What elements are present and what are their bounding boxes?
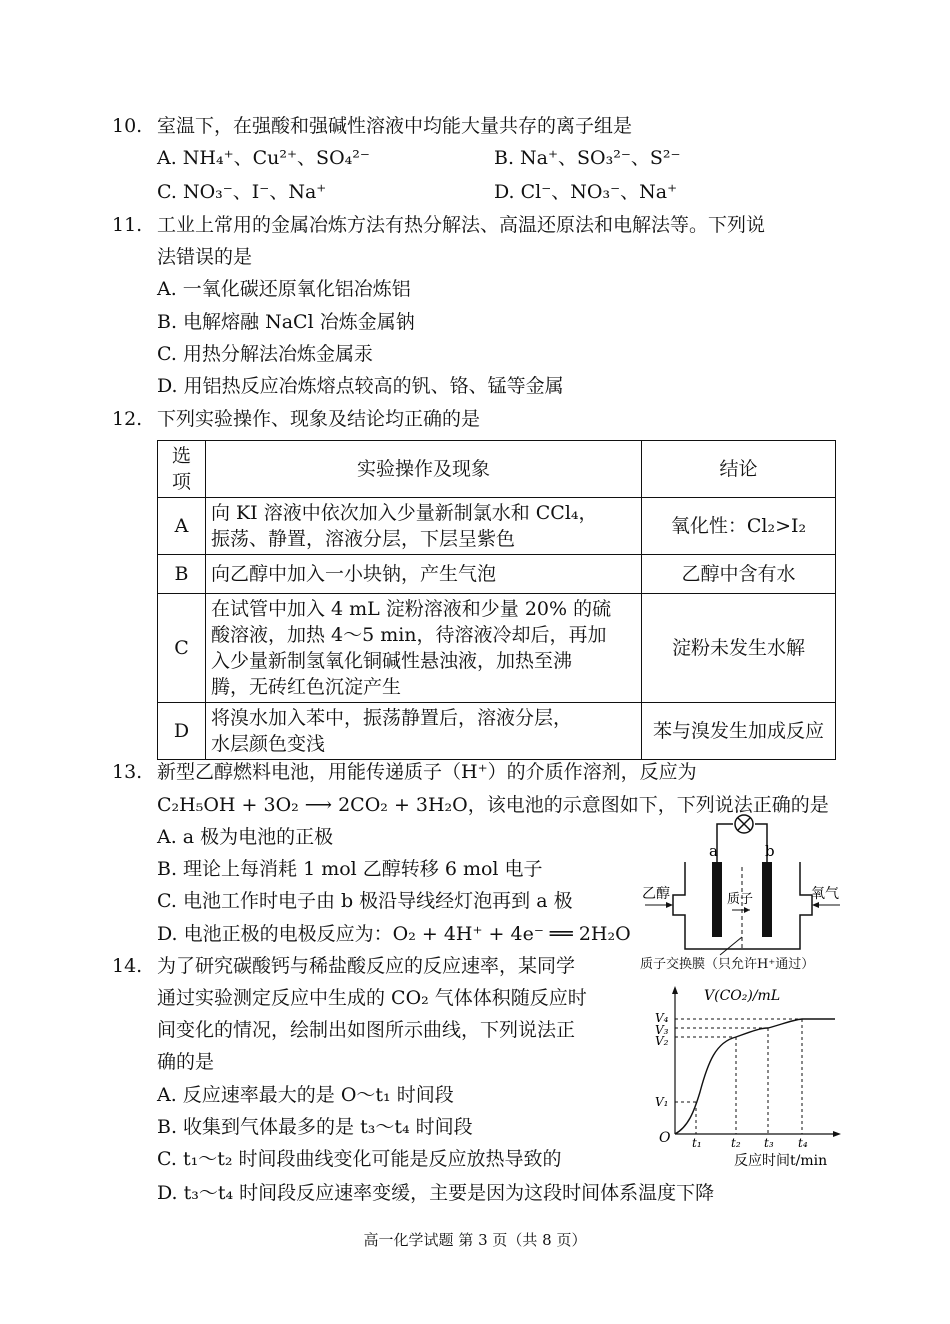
y-tick-v2: V₂ <box>655 1034 669 1048</box>
co2-volume-graph <box>650 982 845 1172</box>
table-row <box>158 594 836 703</box>
q13-option-b: B. 理论上每消耗 1 mol 乙醇转移 6 mol 电子 <box>157 858 543 880</box>
y-axis-arrow-icon <box>672 986 678 994</box>
arrow-in-right-icon <box>812 902 819 908</box>
row-operation <box>205 555 641 594</box>
operation-line: 入少量新制氢氧化铜碱性悬浊液，加热至沸 <box>210 650 572 672</box>
q11-option-d: D. 用铝热反应冶炼熔点较高的钒、铬、锰等金属 <box>157 375 564 397</box>
q14-number: 14. <box>112 955 143 977</box>
table-header-row <box>158 441 836 498</box>
x-axis-arrow-icon <box>833 1131 841 1137</box>
q11-stem-line1: 工业上常用的金属冶炼方法有热分解法、高温还原法和电解法等。下列说 <box>157 214 766 236</box>
header-option: 选项 <box>158 441 206 498</box>
operation-line: 振荡、静置，溶液分层，下层呈紫色 <box>210 528 515 550</box>
origin-label: O <box>659 1130 671 1146</box>
row-conclusion: 淀粉未发生水解 <box>642 594 836 703</box>
q14-stem-line: 为了研究碳酸钙与稀盐酸反应的反应速率，某同学 <box>157 955 576 977</box>
q14-option-d: D. t₃～t₄ 时间段反应速率变缓，主要是因为这段时间体系温度下降 <box>157 1182 715 1204</box>
electrode-b <box>762 862 772 937</box>
table-row <box>158 555 836 594</box>
volume-curve <box>675 1019 835 1134</box>
row-option: B <box>158 555 206 594</box>
table-row <box>158 498 836 555</box>
q14-option-b: B. 收集到气体最多的是 t₃～t₄ 时间段 <box>157 1116 473 1138</box>
q11-option-a: A. 一氧化碳还原氧化铝冶炼铝 <box>157 278 411 300</box>
row-option: C <box>158 594 206 703</box>
x-axis-label: 反应时间t/min <box>734 1153 828 1169</box>
label-a: a <box>709 842 718 860</box>
x-tick-t2: t₂ <box>731 1136 741 1150</box>
operation-line: 向 KI 溶液中依次加入少量新制氯水和 CCl₄， <box>210 502 598 524</box>
row-option: D <box>158 703 206 760</box>
q11-option-b: B. 电解熔融 NaCl 冶炼金属钠 <box>157 311 415 333</box>
q14-option-a: A. 反应速率最大的是 O～t₁ 时间段 <box>157 1084 454 1106</box>
q14-stem-line: 通过实验测定反应中生成的 CO₂ 气体体积随反应时 <box>157 987 587 1009</box>
q12-number: 12. <box>112 408 143 430</box>
header-operation: 实验操作及现象 <box>205 441 641 498</box>
y-tick-v1: V₁ <box>655 1095 669 1109</box>
q11-stem-line2: 法错误的是 <box>157 246 253 268</box>
operation-line: 水层颜色变浅 <box>210 733 325 755</box>
q13-stem-line2: C₂H₅OH + 3O₂ ⟶ 2CO₂ + 3H₂O，该电池的示意图如下，下列说法正确的是 <box>157 794 829 816</box>
row-conclusion: 氧化性：Cl₂>I₂ <box>642 498 836 555</box>
row-operation <box>205 594 641 703</box>
label-proton: 质子 <box>727 892 754 907</box>
label-oxygen: 氧气 <box>811 886 839 902</box>
page-footer: 高一化学试题 第 3 页（共 8 页） <box>363 1231 587 1249</box>
operation-line: 将溴水加入苯中，振荡静置后，溶液分层， <box>210 707 572 729</box>
operation-line: 向乙醇中加入一小块钠，产生气泡 <box>210 563 496 585</box>
y-tick-v4: V₄ <box>655 1011 669 1025</box>
q13-option-c: C. 电池工作时电子由 b 极沿导线经灯泡再到 a 极 <box>157 890 573 912</box>
q13-option-a: A. a 极为电池的正极 <box>157 826 334 848</box>
x-tick-t3: t₃ <box>764 1136 774 1150</box>
q14-option-c: C. t₁～t₂ 时间段曲线变化可能是反应放热导致的 <box>157 1148 562 1170</box>
q10-option-a: A. NH₄⁺、Cu²⁺、SO₄²⁻ <box>157 147 370 169</box>
q12-stem: 下列实验操作、现象及结论均正确的是 <box>157 408 481 430</box>
arrow-in-left-icon <box>666 902 673 908</box>
x-tick-t1: t₁ <box>692 1136 702 1150</box>
label-b: b <box>765 842 775 860</box>
electrode-a <box>712 862 722 937</box>
experiment-table <box>157 440 836 760</box>
row-conclusion: 乙醇中含有水 <box>642 555 836 594</box>
row-operation <box>205 703 641 760</box>
q11-option-c: C. 用热分解法冶炼金属汞 <box>157 343 373 365</box>
row-conclusion: 苯与溴发生加成反应 <box>642 703 836 760</box>
x-tick-t4: t₄ <box>798 1136 808 1150</box>
q10-option-c: C. NO₃⁻、I⁻、Na⁺ <box>157 181 327 203</box>
row-option: A <box>158 498 206 555</box>
operation-line: 酸溶液，加热 4～5 min，待溶液冷却后，再加 <box>210 624 607 646</box>
q11-number: 11. <box>112 214 143 236</box>
q10-option-b: B. Na⁺、SO₃²⁻、S²⁻ <box>494 147 681 169</box>
operation-line: 腾，无砖红色沉淀产生 <box>210 676 401 698</box>
q13-option-d: D. 电池正极的电极反应为：O₂ + 4H⁺ + 4e⁻ ══ 2H₂O <box>157 923 631 945</box>
row-operation <box>205 498 641 555</box>
y-axis-label: V(CO₂)/mL <box>704 988 781 1004</box>
q14-stem-line: 确的是 <box>157 1051 215 1073</box>
table-row <box>158 703 836 760</box>
membrane-caption: 质子交换膜（只允许H⁺通过） <box>640 957 815 972</box>
fuel-cell-diagram <box>640 812 845 967</box>
operation-line: 在试管中加入 4 mL 淀粉溶液和少量 20% 的硫 <box>210 598 612 620</box>
q10-number: 10. <box>112 115 143 137</box>
header-conclusion: 结论 <box>642 441 836 498</box>
q13-number: 13. <box>112 761 143 783</box>
q10-option-d: D. Cl⁻、NO₃⁻、Na⁺ <box>494 181 678 203</box>
q10-stem: 室温下，在强酸和强碱性溶液中均能大量共存的离子组是 <box>157 115 633 137</box>
y-tick-v3: V₃ <box>655 1023 669 1037</box>
label-ethanol: 乙醇 <box>642 886 670 902</box>
q14-stem-line: 间变化的情况，绘制出如图所示曲线，下列说法正 <box>157 1019 576 1041</box>
q13-stem-line1: 新型乙醇燃料电池，用能传递质子（H⁺）的介质作溶剂，反应为 <box>157 761 697 783</box>
